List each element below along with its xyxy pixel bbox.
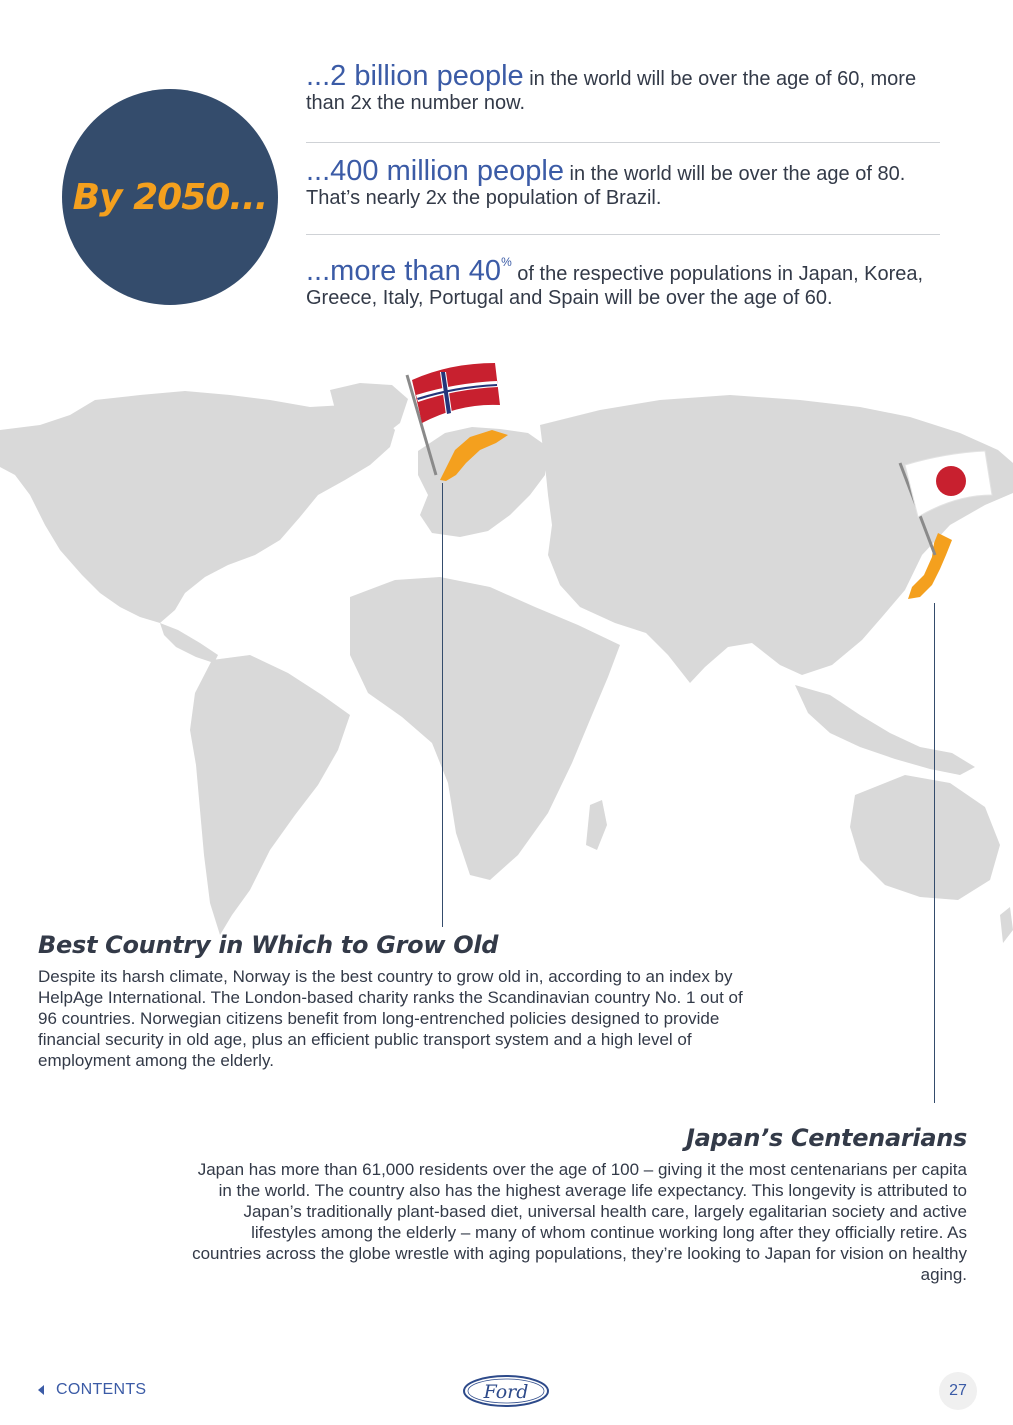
stat-400-million (306, 155, 940, 210)
chevron-left-icon (38, 1385, 46, 1395)
norway-pointer-line (442, 483, 443, 927)
south-america (190, 655, 350, 935)
stat-text: of the respective populations in Japan, Korea, Greece, Italy, Portugal and Spain will be over the age of 60. (306, 263, 924, 309)
continents (0, 383, 1013, 943)
central-america (160, 623, 218, 663)
southeast-asia (795, 685, 975, 775)
norway-heading: Best Country in Which to Grow Old (38, 931, 499, 959)
contents-label: CONTENTS (56, 1381, 147, 1398)
by-2050-badge (62, 89, 278, 305)
divider (306, 142, 940, 143)
japan-pointer-line (934, 603, 935, 1103)
africa (350, 577, 620, 880)
page-number-label: 27 (949, 1382, 967, 1399)
ford-logo[interactable] (463, 1375, 549, 1407)
contents-link[interactable] (38, 1381, 146, 1399)
japan-body: Japan has more than 61,000 residents over the age of 100 – giving it the most centenarians per capita in the world. The country also has the highest average life expectancy. This longevity is attributed to Japan’s traditionally plant-based diet, universal health care, largely egalitarian society and active lifestyles among the elderly – many of whom continue working long after they officially retire. As countries across the globe wrestle with aging populations, they’re looking to Japan for vision on healthy aging. (192, 1160, 967, 1284)
north-america (0, 391, 395, 623)
madagascar (586, 800, 607, 850)
world-map (0, 355, 1013, 955)
stat-40-percent (306, 250, 940, 310)
new-zealand (1000, 907, 1013, 943)
norway-body: Despite its harsh climate, Norway is the best country to grow old in, according to an index by HelpAge International. The London-based charity ranks the Scandinavian country No. 1 out of 96 countries. Norwegian citizens benefit from long-entrenched policies designed to provide financial security in old age, plus an efficient public transport system and a high level of employment among the elderly. (38, 967, 743, 1070)
australia (850, 775, 1000, 900)
stat-text: in the world will be over the age of 80. That’s nearly 2x the population of Brazil. (306, 163, 906, 209)
badge-text: By 2050... (72, 176, 268, 218)
stat-highlight: ...400 million people (306, 155, 564, 187)
stat-highlight: ...2 billion people (306, 60, 524, 92)
logo-text: Ford (483, 1381, 529, 1403)
stat-highlight: ...more than 40 (306, 255, 502, 287)
stat-2-billion (306, 60, 940, 115)
percent-sup: % (501, 255, 512, 269)
page-number (939, 1372, 977, 1410)
stat-text: in the world will be over the age of 60, more than 2x the number now. (306, 68, 917, 114)
divider (306, 234, 940, 235)
japan-heading: Japan’s Centenarians (686, 1124, 967, 1152)
